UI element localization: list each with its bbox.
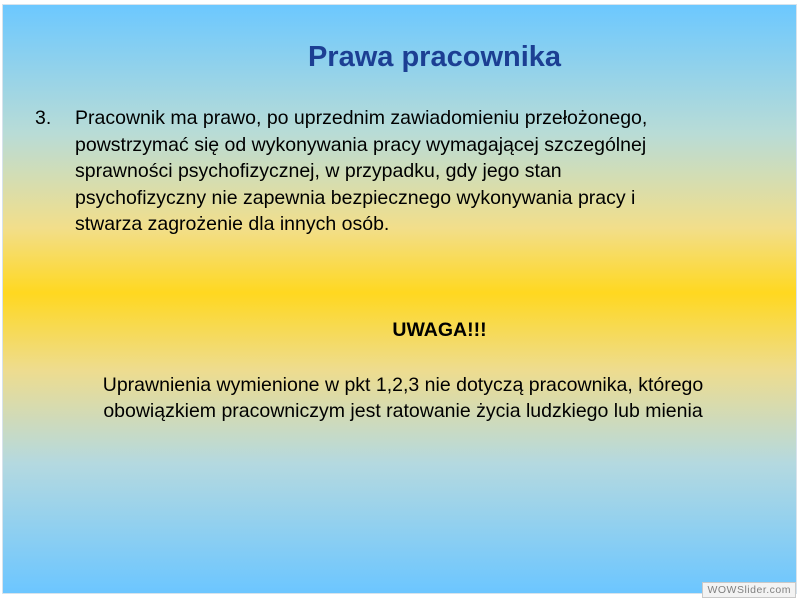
slide [2,4,797,594]
list-item-text: Pracownik ma prawo, po uprzednim zawiadomieniu przełożonego, powstrzymać się od wykonywania pracy wymagającej szczególnej sprawności psychofizycznej, w przypadku, gdy jego stan psychofizyczny nie zapewnia bezpiecznego wykonywania pracy i stwarza zagrożenie dla innych osób. [75,107,648,235]
slide-title: Prawa pracownika [307,41,562,73]
warning-heading: UWAGA!!! [392,319,487,341]
warning-text: Uprawnienia wymienione w pkt 1,2,3 nie dotyczą pracownika, którego obowiązkiem pracowniczym jest ratowanie życia ludzkiego lub mienia [102,374,704,422]
list-item [35,105,765,238]
watermark-link[interactable]: WOWSlider.com [702,582,796,598]
list-item-number: 3. [35,107,52,129]
